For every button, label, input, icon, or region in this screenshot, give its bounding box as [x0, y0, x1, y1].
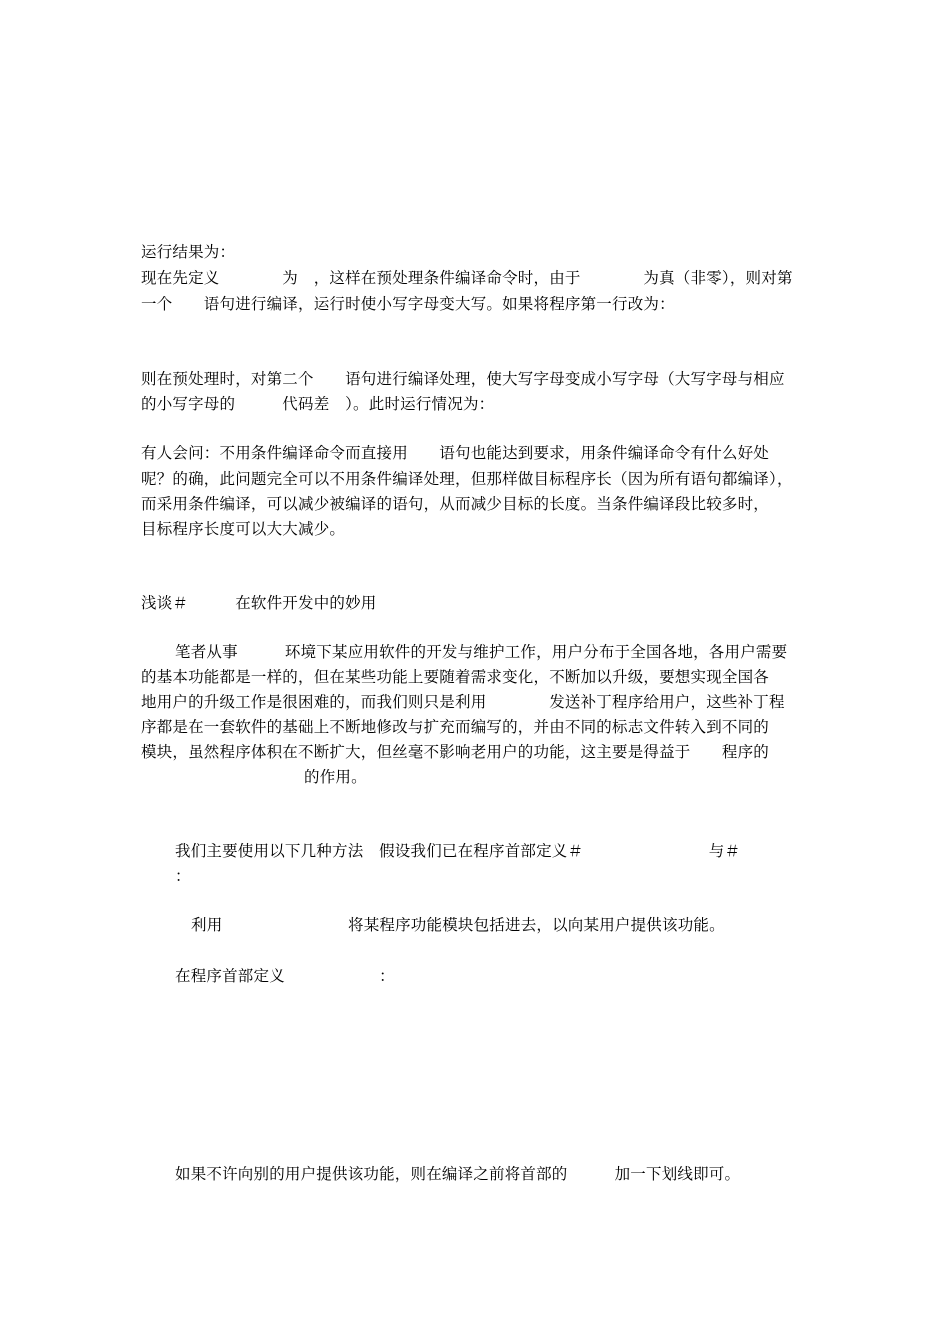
text-line: ：: [175, 867, 191, 885]
text-line: 呢？的确，此问题完全可以不用条件编译处理，但那样做目标程序长（因为所有语句都编译），: [141, 470, 793, 488]
text-line: 的基本功能都是一样的，但在某些功能上要随着需求变化，不断加以升级，要想实现全国各: [141, 668, 770, 686]
text-line: 现在先定义 为 ，这样在预处理条件编译命令时，由于 为真（非零），则对第: [141, 269, 793, 287]
section-heading: 浅谈＃ 在软件开发中的妙用: [141, 594, 377, 612]
text-line: 而采用条件编译，可以减少被编译的语句，从而减少目标的长度。当条件编译段比较多时，: [141, 495, 770, 513]
text-line: 目标程序长度可以大大减少。: [141, 520, 346, 538]
text-line: 笔者从事 环境下某应用软件的开发与维护工作，用户分布于全国各地，各用户需要: [175, 643, 788, 661]
text-line: 我们主要使用以下几种方法 假设我们已在程序首部定义＃ 与＃: [175, 842, 741, 860]
text-line: 有人会问：不用条件编译命令而直接用 语句也能达到要求，用条件编译命令有什么好处: [141, 444, 770, 462]
text-line: 一个 语句进行编译，运行时使小写字母变大写。如果将程序第一行改为：: [141, 295, 675, 313]
text-line: 如果不许向别的用户提供该功能，则在编译之前将首部的 加一下划线即可。: [175, 1165, 741, 1183]
text-line: 运行结果为：: [141, 243, 236, 261]
text-line: 模块，虽然程序体积在不断扩大，但丝毫不影响老用户的功能，这主要是得益于 程序的: [141, 743, 770, 761]
text-line: 利用 将某程序功能模块包括进去，以向某用户提供该功能。: [191, 916, 725, 934]
text-line: 地用户的升级工作是很困难的，而我们则只是利用 发送补丁程序给用户，这些补丁程: [141, 693, 785, 711]
text-line: 则在预处理时，对第二个 语句进行编译处理，使大写字母变成小写字母（大写字母与相应: [141, 370, 785, 388]
text-line: 的作用。: [304, 768, 367, 786]
text-line: 的小写字母的 代码差 ）。此时运行情况为：: [141, 395, 495, 413]
text-line: 序都是在一套软件的基础上不断地修改与扩充而编写的，并由不同的标志文件转入到不同的: [141, 718, 770, 736]
text-line: 在程序首部定义 ：: [175, 967, 395, 985]
